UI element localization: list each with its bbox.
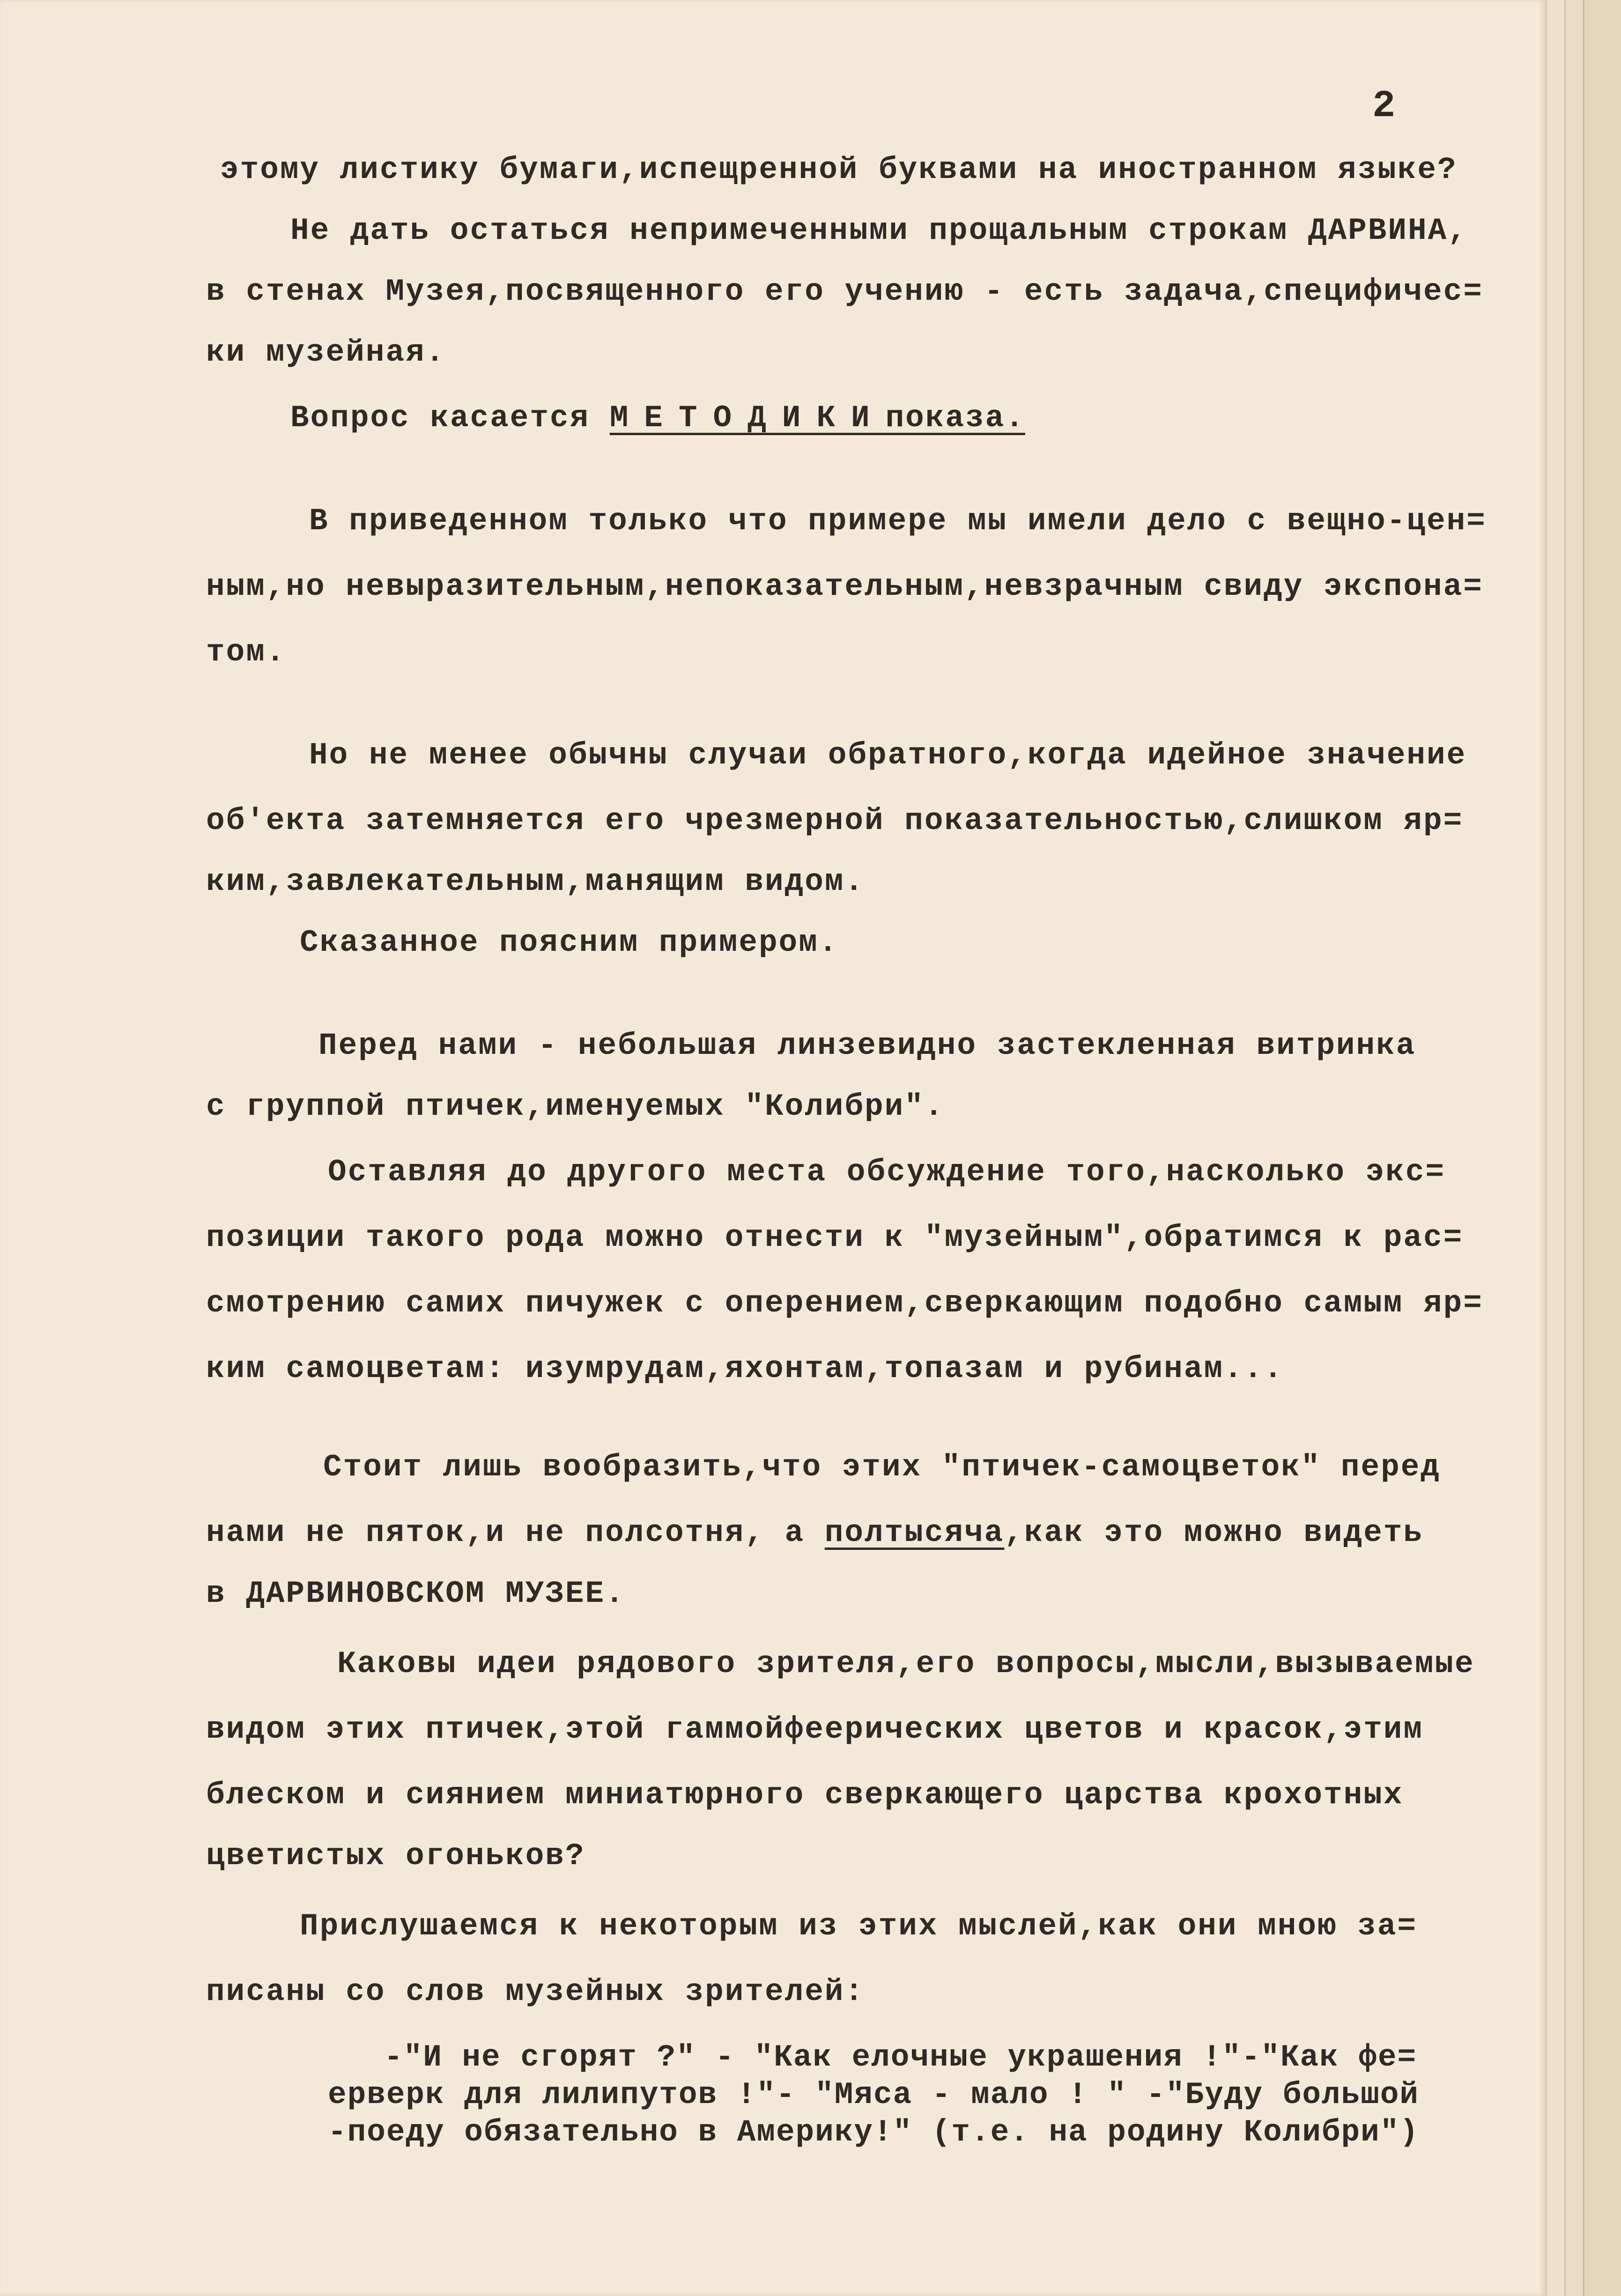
text-line: Стоит лишь вообразить,что этих "птичек-самоцветок" перед bbox=[323, 1450, 1441, 1485]
page-number: 2 bbox=[1372, 84, 1396, 128]
text-line: в ДАРВИНОВСКОМ МУЗЕЕ. bbox=[206, 1576, 625, 1611]
page-edge bbox=[1564, 0, 1584, 2296]
text-line: ным,но невыразительным,непоказательным,невзрачным свиду экспона= bbox=[206, 569, 1483, 604]
text-line: Прислушаемся к некоторым из этих мыслей,как они мною за= bbox=[300, 1909, 1417, 1944]
text-line: позиции такого рода можно отнести к "музейным",обратимся к рас= bbox=[206, 1220, 1464, 1255]
underlined-word: показа. bbox=[885, 400, 1025, 436]
text-line: Перед нами - небольшая линзевидно застекленная витринка bbox=[318, 1028, 1416, 1063]
text-line: видом этих птичек,этой гаммойфеерических цветов и красок,этим bbox=[206, 1712, 1423, 1747]
text-segment: ,как это можно видеть bbox=[1004, 1515, 1424, 1550]
text-line: писаны со слов музейных зрителей: bbox=[206, 1974, 865, 2009]
text-line: Оставляя до другого места обсуждение того,насколько экс= bbox=[328, 1155, 1445, 1190]
text-line: блеском и сиянием миниатюрного сверкающего царства крохотных bbox=[206, 1778, 1404, 1813]
underlined-amount: полтысяча bbox=[824, 1515, 1005, 1550]
text-line: том. bbox=[206, 635, 286, 670]
text-line: Сказанное поясним примером. bbox=[300, 925, 839, 960]
text-line: Не дать остаться непримеченными прощальным строкам ДАРВИНА, bbox=[290, 213, 1468, 248]
text-line: цветистых огоньков? bbox=[206, 1838, 585, 1874]
text-line: ким самоцветам: изумрудам,яхонтам,топазам и рубинам... bbox=[206, 1351, 1284, 1386]
text-line-amount bbox=[206, 1515, 1424, 1550]
page-edge bbox=[1546, 0, 1566, 2296]
underlined-method-word: МЕТОДИКИ bbox=[609, 400, 886, 436]
quote-line: -"И не сгорят ?" - "Как елочные украшения !"-"Как фе= bbox=[384, 2040, 1417, 2075]
text-line-method bbox=[290, 400, 1025, 436]
quote-line: -поеду обязательно в Америку!" (т.е. на родину Колибри") bbox=[328, 2115, 1419, 2150]
text-line: ки музейная. bbox=[206, 335, 446, 370]
text-line: смотрению самих пичужек с оперением,сверкающим подобно самым яр= bbox=[206, 1286, 1483, 1321]
page-edge bbox=[1583, 0, 1621, 2296]
quote-line: ерверк для лилипутов !"- "Мяса - мало ! " -"Буду большой bbox=[328, 2077, 1419, 2112]
text-line: Каковы идеи рядового зрителя,его вопросы,мысли,вызываемые bbox=[337, 1646, 1475, 1681]
text-line: Но не менее обычны случаи обратного,когда идейное значение bbox=[309, 738, 1467, 773]
text-line: этому листику бумаги,испещренной буквами на иностранном языке? bbox=[220, 152, 1458, 187]
text-segment: Вопрос касается bbox=[290, 400, 610, 436]
text-line: в стенах Музея,посвященного его учению - есть задача,специфичес= bbox=[206, 274, 1483, 309]
text-line: В приведенном только что примере мы имели дело с вещно-цен= bbox=[309, 504, 1487, 539]
text-line: об'екта затемняется его чрезмерной показательностью,слишком яр= bbox=[206, 803, 1464, 838]
text-segment: нами не пяток,и не полсотня, а bbox=[206, 1515, 825, 1550]
text-line: ким,завлекательным,манящим видом. bbox=[206, 864, 865, 899]
text-line: с группой птичек,именуемых "Колибри". bbox=[206, 1089, 945, 1124]
